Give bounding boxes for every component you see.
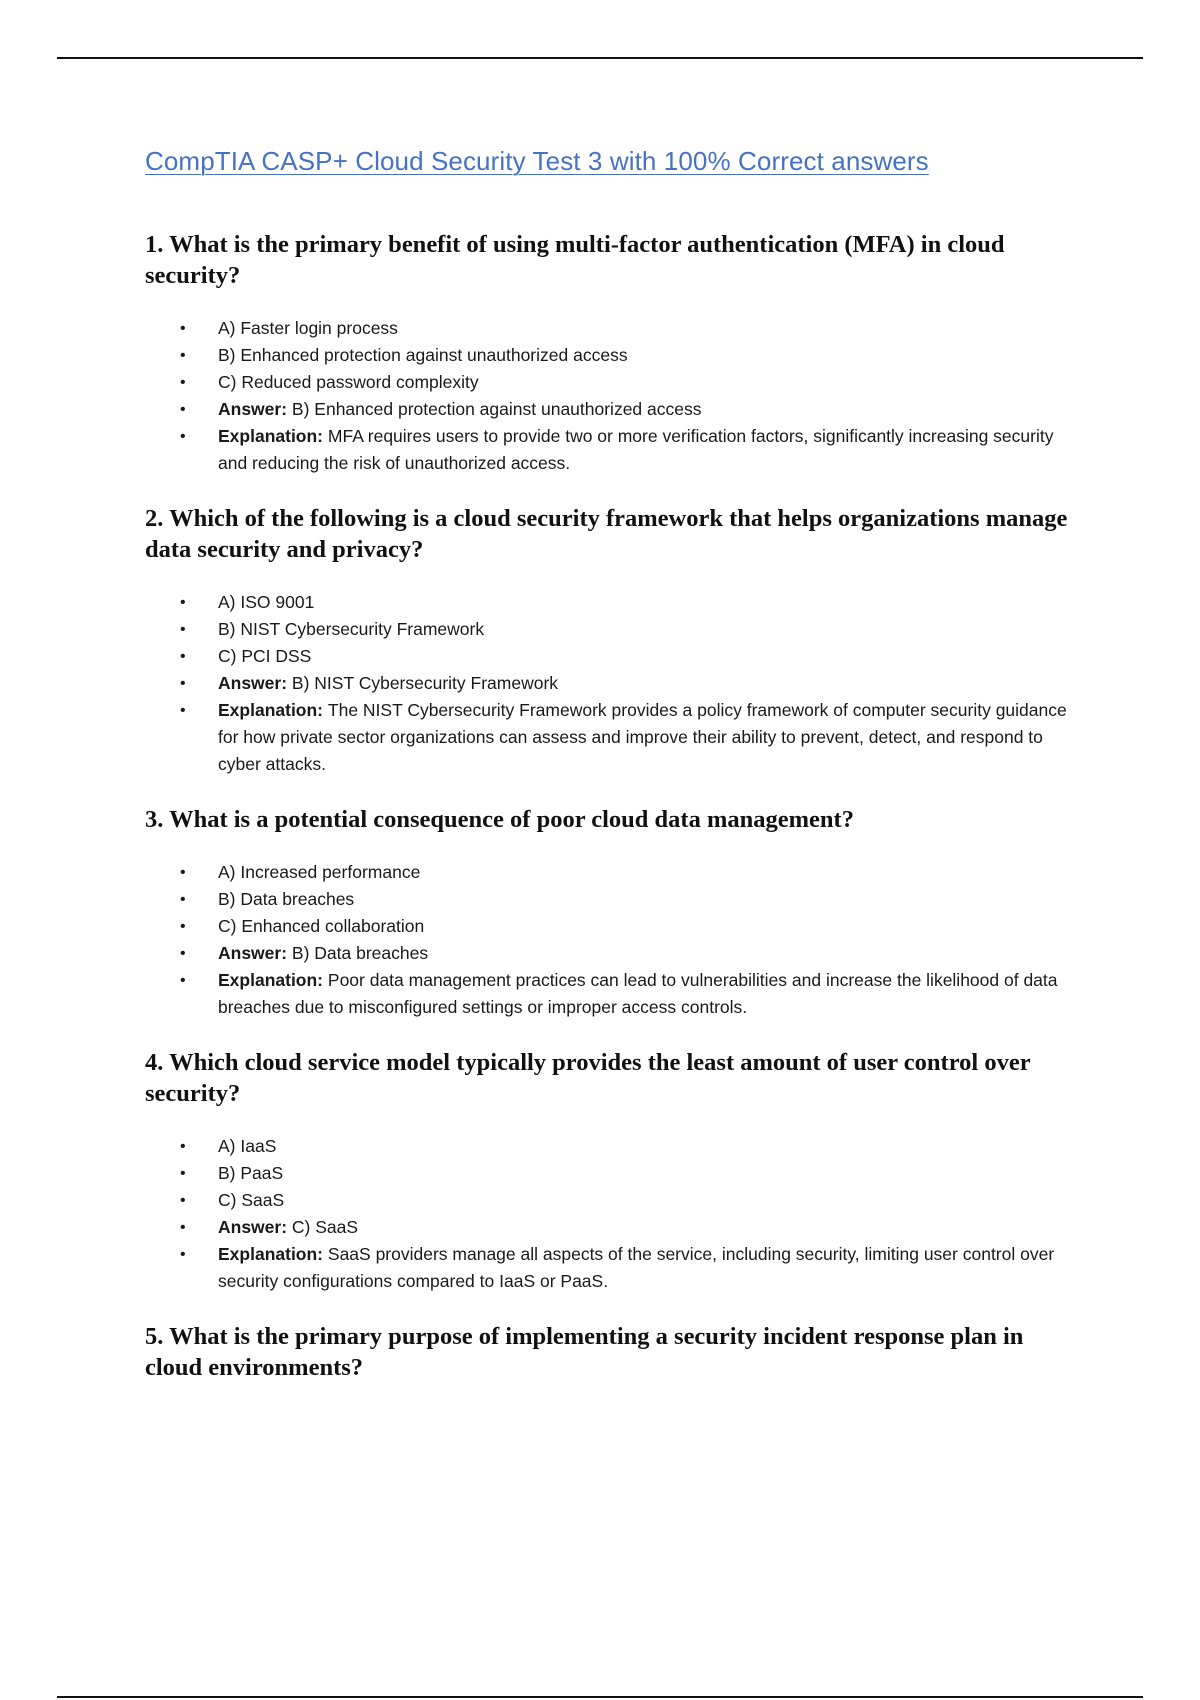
answer-item — [145, 396, 1085, 423]
question-text: What is a potential consequence of poor cloud data management? — [169, 806, 854, 834]
option-item — [145, 369, 1085, 396]
option-item — [145, 643, 1085, 670]
answer-item — [145, 670, 1085, 697]
option-list — [145, 315, 1085, 477]
option-text: A) Increased performance — [218, 862, 421, 883]
option-text: B) NIST Cybersecurity Framework — [218, 619, 485, 640]
explanation-label: Explanation: — [218, 426, 324, 447]
explanation-label: Explanation: — [218, 1244, 324, 1265]
bullet-icon: • — [180, 864, 186, 882]
question-number: 2 . — [145, 505, 169, 532]
option-list — [145, 859, 1085, 1021]
question-heading — [145, 503, 1085, 565]
explanation-item — [145, 697, 1085, 778]
document-title: CompTIA CASP+ Cloud Security Test 3 with 100% Correct answers — [145, 146, 929, 176]
option-list — [145, 589, 1085, 778]
explanation-item — [145, 423, 1085, 477]
option-text: A) ISO 9001 — [218, 592, 315, 613]
option-text: A) IaaS — [218, 1136, 277, 1157]
answer-text: B) Enhanced protection against unauthorized access — [291, 399, 702, 420]
bullet-icon: • — [180, 918, 186, 936]
bullet-icon: • — [180, 1138, 186, 1156]
option-item — [145, 616, 1085, 643]
answer-item — [145, 940, 1085, 967]
bullet-icon: • — [180, 1192, 186, 1210]
question-number: 5 . — [145, 1323, 169, 1350]
bullet-icon: • — [180, 891, 186, 909]
question-number: 4 . — [145, 1049, 169, 1076]
question-heading — [145, 1047, 1085, 1109]
explanation-text: SaaS providers manage all aspects of the service, including security, limiting user control over security configurations compared to IaaS or PaaS. — [218, 1244, 1055, 1292]
bullet-icon: • — [180, 1165, 186, 1183]
bottom-rule — [57, 1696, 1143, 1698]
bullet-icon: • — [180, 621, 186, 639]
option-text: A) Faster login process — [218, 318, 398, 339]
bullet-icon: • — [180, 972, 186, 990]
document-page — [145, 146, 1085, 1409]
option-item — [145, 589, 1085, 616]
question-heading — [145, 804, 1085, 835]
answer-text: B) NIST Cybersecurity Framework — [291, 673, 559, 694]
question-number: 3 . — [145, 806, 169, 833]
question-text: What is the primary benefit of using multi-factor authentication (MFA) in cloud security? — [145, 231, 1005, 290]
bullet-icon: • — [180, 675, 186, 693]
option-text: B) Enhanced protection against unauthorized access — [218, 345, 628, 366]
explanation-text: The NIST Cybersecurity Framework provides a policy framework of computer security guidance for how private sector organizations can assess and improve their ability to prevent, detect, and respond to cyber attacks. — [218, 700, 1067, 775]
answer-text: B) Data breaches — [291, 943, 429, 964]
bullet-icon: • — [180, 1246, 186, 1264]
question-heading — [145, 229, 1085, 291]
bullet-icon: • — [180, 428, 186, 446]
question-4 — [145, 1047, 1085, 1295]
question-number: 1 . — [145, 231, 169, 258]
explanation-item — [145, 967, 1085, 1021]
explanation-text: MFA requires users to provide two or more verification factors, significantly increasing security and reducing the risk of unauthorized access. — [218, 426, 1054, 474]
option-text: C) SaaS — [218, 1190, 285, 1211]
bullet-icon: • — [180, 347, 186, 365]
option-item — [145, 913, 1085, 940]
bullet-icon: • — [180, 320, 186, 338]
option-text: B) Data breaches — [218, 889, 355, 910]
bullet-icon: • — [180, 648, 186, 666]
option-item — [145, 1187, 1085, 1214]
bullet-icon: • — [180, 374, 186, 392]
option-item — [145, 859, 1085, 886]
answer-label: Answer: — [218, 673, 288, 694]
bullet-icon: • — [180, 702, 186, 720]
option-item — [145, 1160, 1085, 1187]
option-text: C) PCI DSS — [218, 646, 312, 667]
option-list — [145, 1133, 1085, 1295]
question-text: Which cloud service model typically provides the least amount of user control over security? — [145, 1049, 1031, 1108]
option-text: C) Reduced password complexity — [218, 372, 479, 393]
option-item — [145, 1133, 1085, 1160]
answer-label: Answer: — [218, 399, 288, 420]
bullet-icon: • — [180, 1219, 186, 1237]
option-text: B) PaaS — [218, 1163, 284, 1184]
answer-text: C) SaaS — [291, 1217, 359, 1238]
answer-item — [145, 1214, 1085, 1241]
answer-label: Answer: — [218, 1217, 288, 1238]
top-rule — [57, 57, 1143, 59]
explanation-label: Explanation: — [218, 700, 324, 721]
question-5 — [145, 1321, 1085, 1383]
question-3 — [145, 804, 1085, 1021]
option-item — [145, 886, 1085, 913]
question-2 — [145, 503, 1085, 778]
option-text: C) Enhanced collaboration — [218, 916, 425, 937]
question-1 — [145, 229, 1085, 477]
explanation-label: Explanation: — [218, 970, 324, 991]
option-item — [145, 342, 1085, 369]
explanation-text: Poor data management practices can lead to vulnerabilities and increase the likelihood of data breaches due to misconfigured settings or improper access controls. — [218, 970, 1058, 1018]
option-item — [145, 315, 1085, 342]
question-text: What is the primary purpose of implementing a security incident response plan in cloud environments? — [145, 1323, 1024, 1382]
question-list — [145, 229, 1085, 1383]
explanation-item — [145, 1241, 1085, 1295]
question-heading — [145, 1321, 1085, 1383]
bullet-icon: • — [180, 401, 186, 419]
bullet-icon: • — [180, 594, 186, 612]
question-text: Which of the following is a cloud security framework that helps organizations manage data security and privacy? — [145, 505, 1068, 564]
answer-label: Answer: — [218, 943, 288, 964]
bullet-icon: • — [180, 945, 186, 963]
